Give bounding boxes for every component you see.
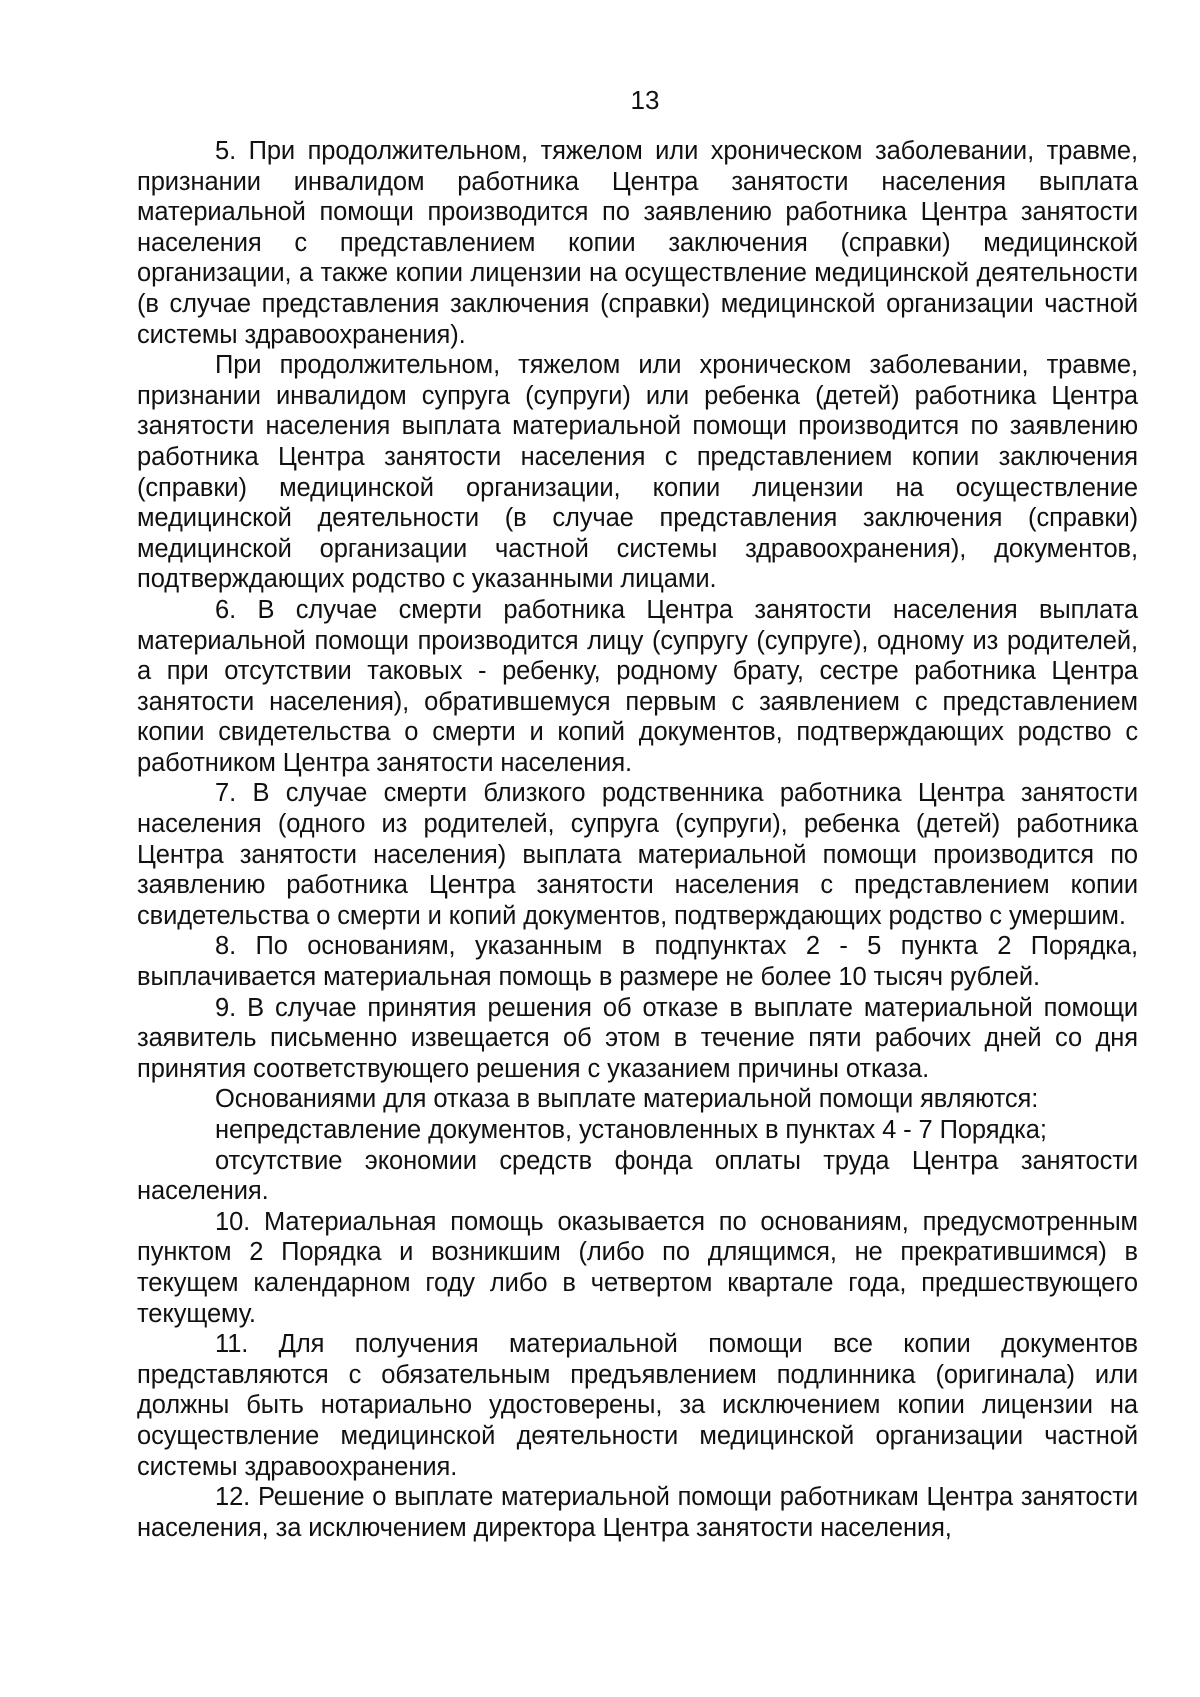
paragraph-9: 9. В случае принятия решения об отказе в выплате материальной помощи заявитель письменно извещается об этом в течение пяти рабочих дней со дня принятия соответствующего решения с указанием причины отказа.	[137, 993, 1138, 1083]
paragraph-refusal-ground-documents: непредставление документов, установленных в пунктах 4 - 7 Порядка;	[215, 1116, 1047, 1144]
paragraph-refusal-ground-funds: отсутствие экономии средств фонда оплаты труда Центра занятости населения.	[137, 1146, 1138, 1206]
paragraph-refusal-grounds: Основаниями для отказа в выплате материальной помощи являются:	[215, 1085, 1039, 1114]
paragraph-5-spouse-child: При продолжительном, тяжелом или хроническом заболевании, травме, признании инвалидом супруга (супруги) или ребенка (детей) работника Центра занятости населения выплата материальной помощи производится по заявлению работника Центра занятости населения с представлением копии заключения (справки) медицинской организации, копии лицензии на осуществление медицинской деятельности (в случае представления заключения (справки) медицинской организации частной системы здравоохранения), документов, подтверждающих родство с указанными лицами.	[137, 351, 1138, 594]
paragraph-12: 12. Решение о выплате материальной помощи работникам Центра занятости населения, за исключением директора Центра занятости населения,	[137, 1483, 1138, 1542]
paragraph-11: 11. Для получения материальной помощи все копии документов представляются с обязательным предъявлением подлинника (оригинала) или должны быть нотариально удостоверены, за исключением копии лицензии на осуществление медицинской деятельности медицинской организации частной системы здравоохранения.	[137, 1330, 1138, 1481]
paragraph-8: 8. По основаниям, указанным в подпунктах 2 - 5 пункта 2 Порядка, выплачивается материальная помощь в размере не более 10 тысяч рублей.	[137, 932, 1138, 992]
paragraph-10: 10. Материальная помощь оказывается по основаниям, предусмотренным пунктом 2 Порядка и возникшим (либо по длящимся, не прекратившимся) в текущем календарном году либо в четвертом квартале года, предшествующего текущему.	[137, 1207, 1138, 1328]
paragraph-6: 6. В случае смерти работника Центра занятости населения выплата материальной помощи производится лицу (супругу (супруге), одному из родителей, а при отсутствии таковых - ребенку, родному брату, сестре работника Центра занятости населения), обратившемуся первым с заявлением с представлением копии свидетельства о смерти и копий документов, подтверждающих родство с работником Центра занятости населения.	[137, 595, 1138, 777]
page-number: 13	[630, 85, 660, 115]
paragraph-5: 5. При продолжительном, тяжелом или хроническом заболевании, травме, признании инвалидом работника Центра занятости населения выплата материальной помощи производится по заявлению работника Центра занятости населения с представлением копии заключения (справки) медицинской организации, а также копии лицензии на осуществление медицинской деятельности (в случае представления заключения (справки) медицинской организации частной системы здравоохранения).	[137, 137, 1138, 349]
document-body	[137, 136, 1138, 1543]
paragraph-7: 7. В случае смерти близкого родственника работника Центра занятости населения (одного из родителей, супруга (супруги), ребенка (детей) работника Центра занятости населения) выплата материальной помощи производится по заявлению работника Центра занятости населения с представлением копии свидетельства о смерти и копий документов, подтверждающих родство с умершим.	[137, 779, 1138, 930]
